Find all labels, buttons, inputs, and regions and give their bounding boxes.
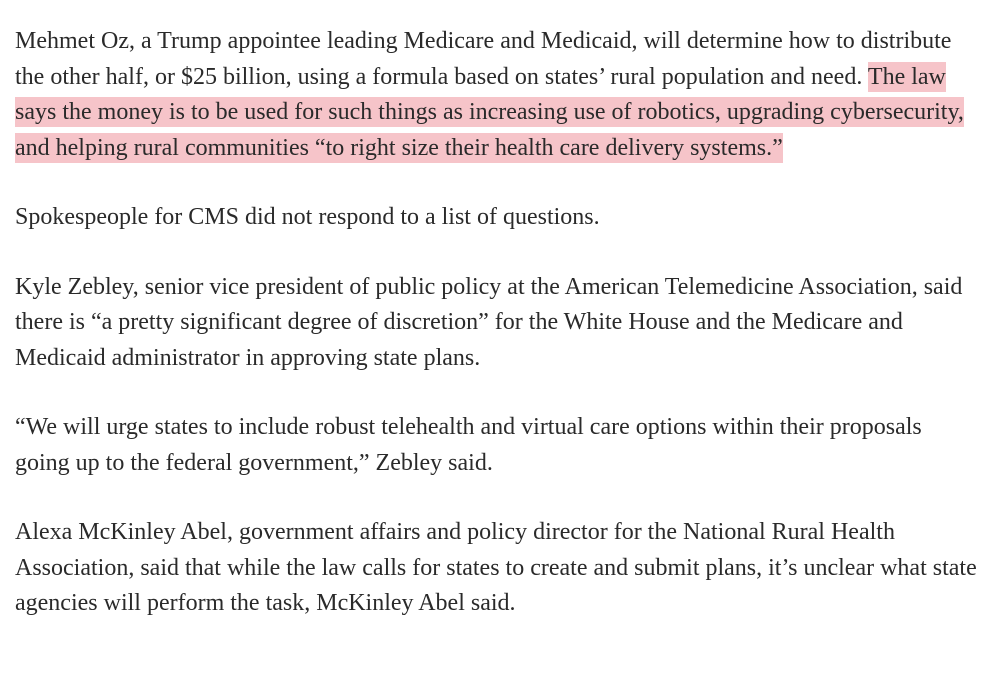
- paragraph-oz-distribution: [15, 24, 980, 166]
- paragraph-zebley-discretion: Kyle Zebley, senior vice president of public policy at the American Telemedicine Association, said there is “a pretty significant degree of discretion” for the White House and the Medicare and Medicaid administrator in approving state plans.: [15, 273, 963, 371]
- highlighted-text[interactable]: The law says the money is to be used for such things as increasing use of robotics, upgrading cybersecurity, and helping rural communities “to right size their health care delivery systems.”: [15, 63, 964, 161]
- paragraph-mckinley-abel: Alexa McKinley Abel, government affairs and policy director for the National Rural Health Association, said that while the law calls for states to create and submit plans, it’s unclear what state agencies will perform the task, McKinley Abel said.: [15, 519, 977, 616]
- paragraph-cms-response: Spokespeople for CMS did not respond to a list of questions.: [15, 204, 600, 230]
- paragraph-text: Mehmet Oz, a Trump appointee leading Medicare and Medicaid, will determine how to distribute the other half, or $25 billion, using a formula based on states’ rural population and need.: [15, 28, 952, 90]
- paragraph-zebley-quote: “We will urge states to include robust telehealth and virtual care options within their proposals going up to the federal government,” Zebley said.: [15, 414, 922, 476]
